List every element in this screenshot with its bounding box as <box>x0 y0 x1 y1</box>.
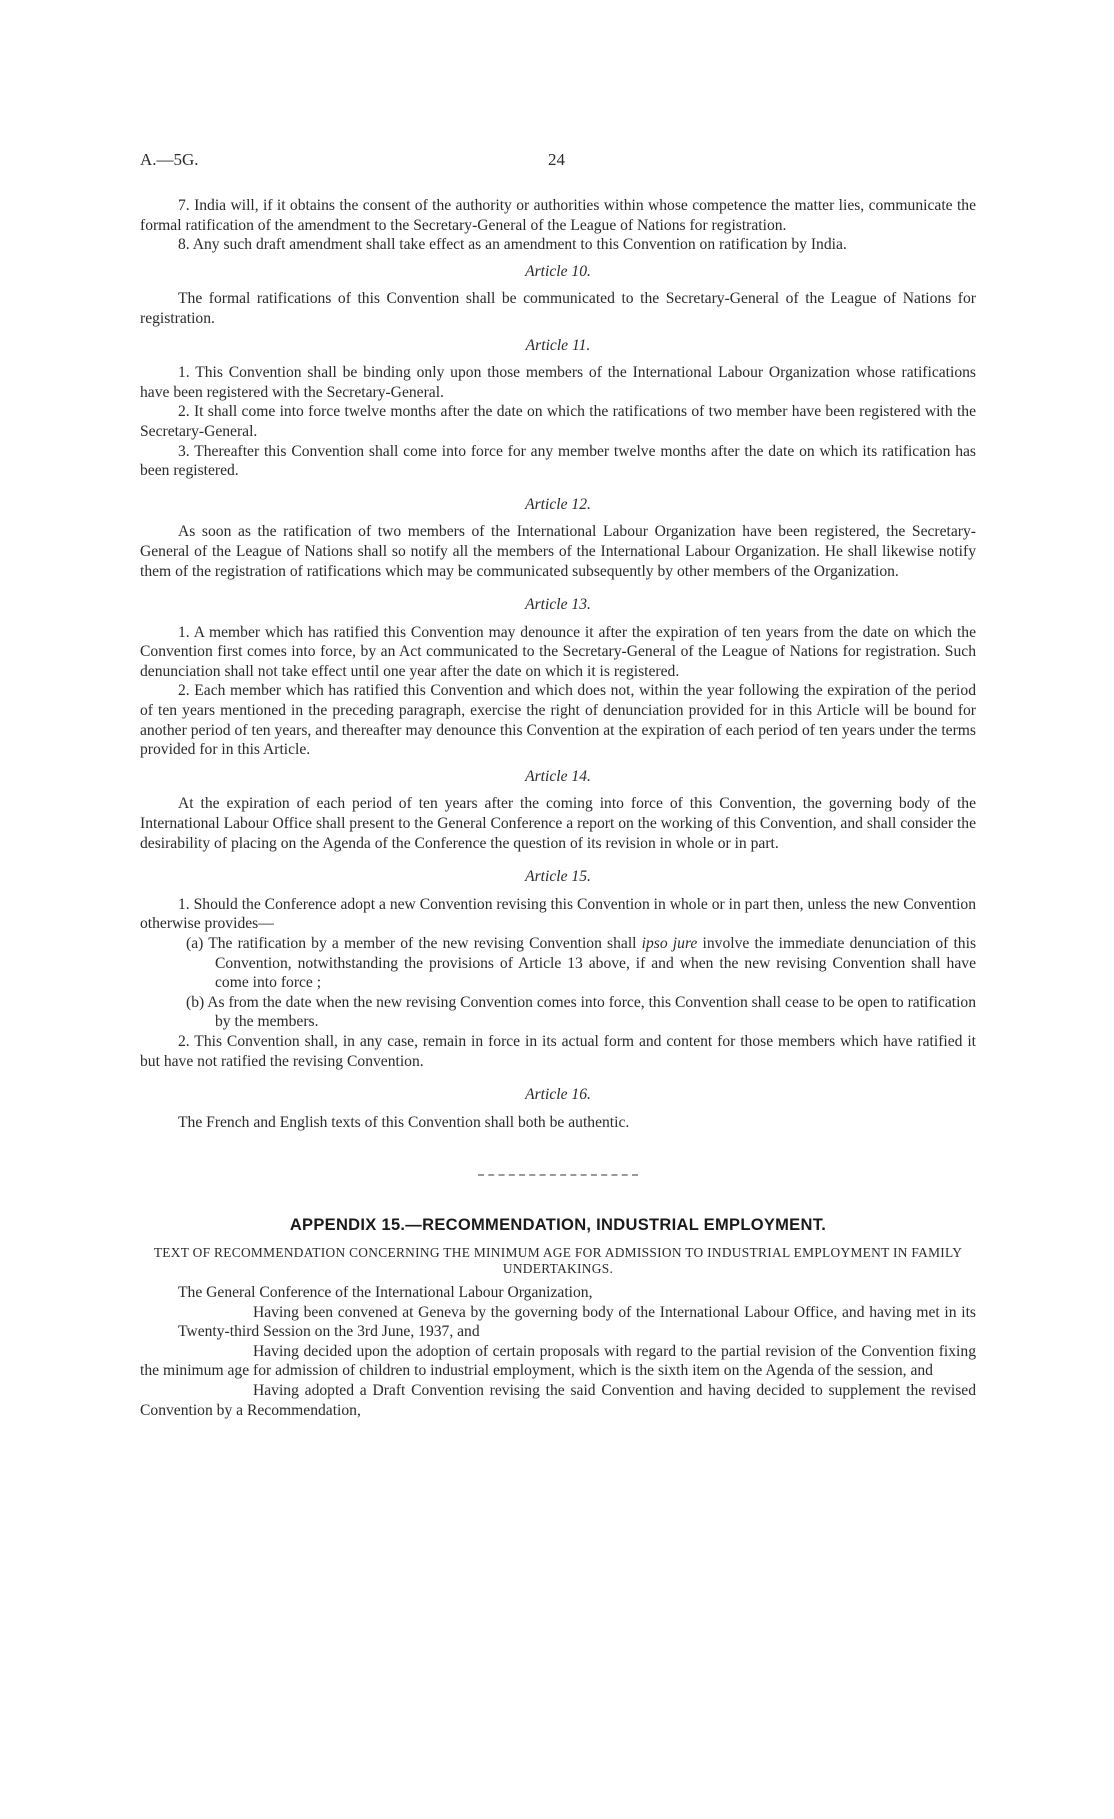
section-divider <box>478 1174 638 1176</box>
article-11-heading: Article 11. <box>525 336 591 354</box>
appendix-subtitle: TEXT OF RECOMMENDATION CONCERNING THE MINIMUM AGE FOR ADMISSION TO INDUSTRIAL EMPLOYMENT IN FAMILY UNDERTAKINGS. <box>153 1244 963 1276</box>
document-body <box>140 196 976 1420</box>
item-a-latin-term: ipso jure <box>641 935 698 952</box>
item-b-label: (b) <box>186 993 205 1011</box>
document-reference: A.—5G. <box>140 150 199 169</box>
article-11-clause-1: 1. This Convention shall be binding only upon those members of the International Labour Organization whose ratifications have been registered with the Secretary-General. <box>140 364 976 401</box>
article-16-text: The French and English texts of this Convention shall both be authentic. <box>178 1113 630 1131</box>
page-number: 24 <box>548 150 565 169</box>
appendix-intro: The General Conference of the International Labour Organization, <box>178 1283 593 1301</box>
article-11-clause-2: 2. It shall come into force twelve months after the date on which the ratifications of two member have been registered with the Secretary-General. <box>140 403 976 440</box>
article-15-item-b <box>186 993 976 1032</box>
paragraph-7: 7. India will, if it obtains the consent of the authority or authorities within whose competence the matter lies, communicate the formal ratification of the amendment to the Secretary-General of the League of Nations for registration. <box>140 197 976 234</box>
appendix-title: APPENDIX 15.—RECOMMENDATION, INDUSTRIAL EMPLOYMENT. <box>289 1216 827 1235</box>
article-15-heading: Article 15. <box>525 868 591 886</box>
article-10-heading: Article 10. <box>525 262 591 280</box>
preamble-clause-1: Having been convened at Geneva by the governing body of the International Labour Office, and having met in its Twenty-third Session on the 3rd June, 1937, and <box>178 1303 976 1341</box>
article-15-item-a <box>186 934 977 993</box>
article-14-text: At the expiration of each period of ten years after the coming into force of this Convention, the governing body of the International Labour Office shall present to the General Conference a report on the working of this Convention, and shall consider the desirability of placing on the Agenda of the Conference the question of its revision in whole or in part. <box>140 795 976 852</box>
article-16-heading: Article 16. <box>525 1086 591 1104</box>
item-a-text-after: involve the immediate denunciation of this Convention, notwithstanding the provisions of Article 13 above, if and when the new revising Convention shall have come into force ; <box>215 935 977 992</box>
article-13-heading: Article 13. <box>525 596 591 614</box>
article-14-heading: Article 14. <box>525 767 591 785</box>
article-15-intro: 1. Should the Conference adopt a new Convention revising this Convention in whole or in part then, unless the new Convention otherwise provides— <box>140 895 976 933</box>
item-a-label: (a) <box>186 935 204 952</box>
article-12-text: As soon as the ratification of two members of the International Labour Organization have been registered, the Secretary-General of the League of Nations shall so notify all the members of the International Labour Organization. He shall likewise notify them of the registration of ratifications which may be communicated subsequently by other members of the Organization. <box>140 523 976 580</box>
item-b-text: As from the date when the new revising Convention comes into force, this Convention shall cease to be open to ratification by the members. <box>204 993 976 1031</box>
article-13-clause-2: 2. Each member which has ratified this Convention and which does not, within the year following the expiration of the period of ten years mentioned in the preceding paragraph, exercise the right of denunciation provided for in this Article will be bound for another period of ten years, and thereafter may denounce this Convention at the expiration of each period of ten years under the terms provided for in this Article. <box>140 682 976 759</box>
preamble-clause-2: Having decided upon the adoption of certain proposals with regard to the partial revision of the Convention fixing the minimum age for admission of children to industrial employment, which is the sixth item on the Agenda of the session, and <box>140 1342 976 1380</box>
page-header <box>140 150 970 174</box>
item-a-text-before: The ratification by a member of the new revising Convention shall <box>203 935 642 952</box>
article-13-clause-1: 1. A member which has ratified this Convention may denounce it after the expiration of ten years from the date on which the Convention first comes into force, by an Act communicated to the Secretary-General of the League of Nations for registration. Such denunciation shall not take effect until one year after the date on which it is registered. <box>140 623 976 680</box>
article-12-heading: Article 12. <box>525 495 591 513</box>
preamble-clause-3: Having adopted a Draft Convention revising the said Convention and having decided to supplement the revised Convention by a Recommendation, <box>140 1381 976 1419</box>
article-10-text: The formal ratifications of this Convention shall be communicated to the Secretary-General of the League of Nations for registration. <box>140 290 976 327</box>
article-15-clause-2: 2. This Convention shall, in any case, remain in force in its actual form and content for those members which have ratified it but have not ratified the revising Convention. <box>140 1032 976 1070</box>
paragraph-8: 8. Any such draft amendment shall take effect as an amendment to this Convention on ratification by India. <box>178 236 847 254</box>
article-11-clause-3: 3. Thereafter this Convention shall come into force for any member twelve months after the date on which its ratification has been registered. <box>140 442 976 480</box>
